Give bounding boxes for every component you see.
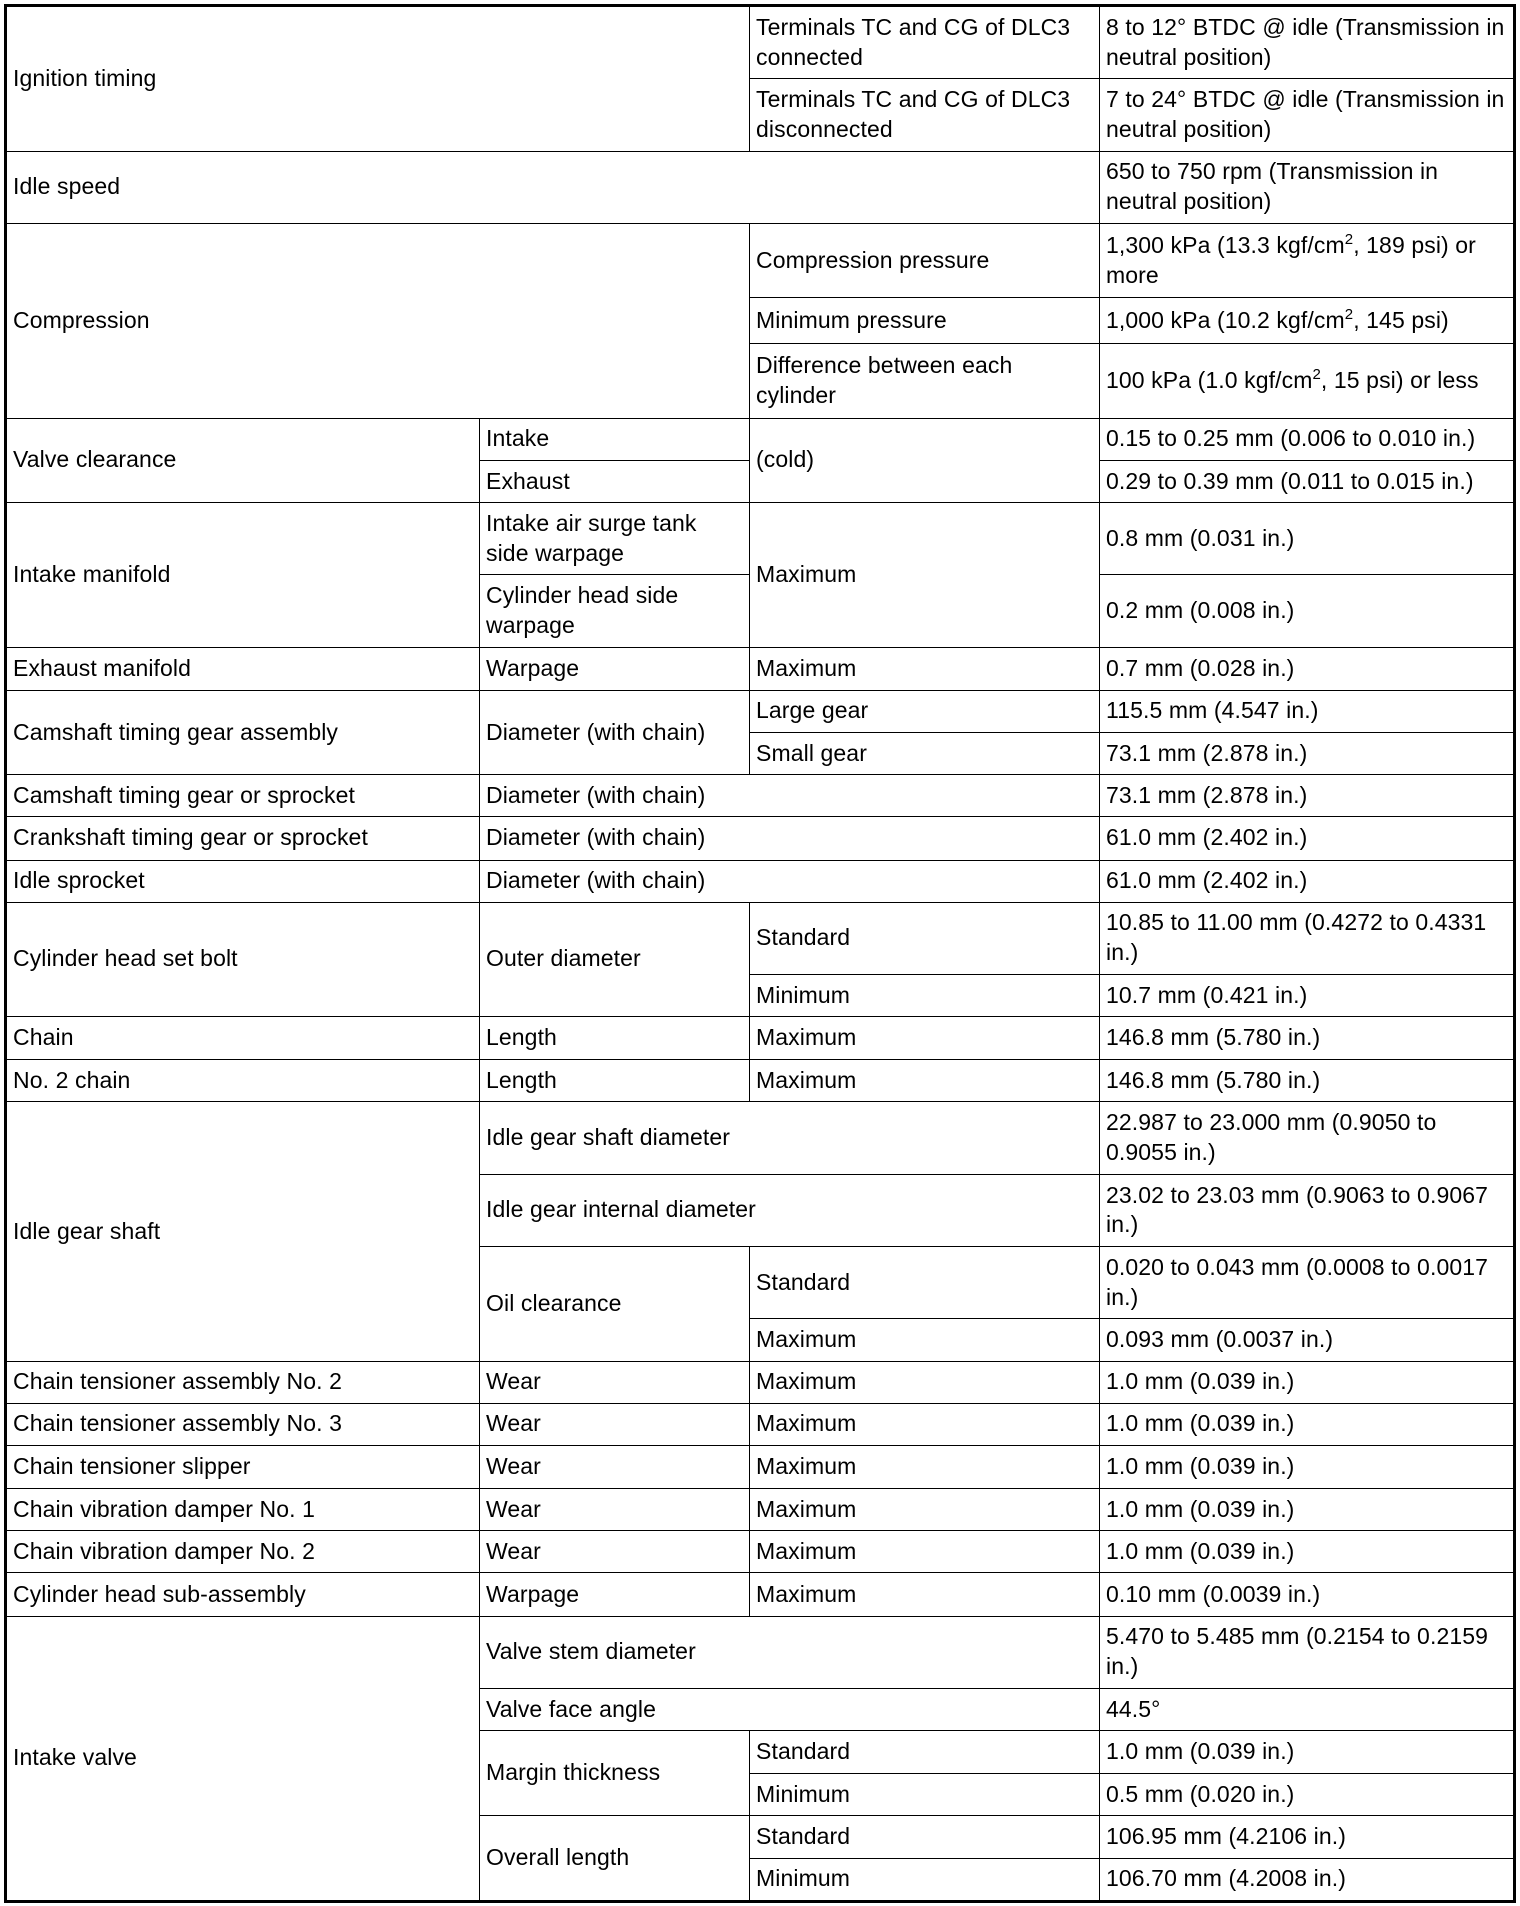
table-row — [7, 1017, 1514, 1060]
idle-gear-oil-maximum-label: Maximum — [750, 1319, 1100, 1361]
compression-difference-label: Difference between each cylinder — [750, 344, 1100, 418]
table-row — [7, 503, 1514, 575]
camshaft-sprocket-label: Camshaft timing gear or sprocket — [7, 775, 480, 817]
chain-no2-condition: Maximum — [750, 1060, 1100, 1102]
wear-row-item: Wear — [480, 1489, 750, 1531]
wear-row-condition: Maximum — [750, 1403, 1100, 1445]
wear-row-item: Warpage — [480, 1573, 750, 1616]
wear-row-value: 1.0 mm (0.039 in.) — [1100, 1489, 1514, 1531]
table-row — [7, 1060, 1514, 1102]
valve-clearance-exhaust-label: Exhaust — [480, 460, 750, 502]
crankshaft-sprocket-item: Diameter (with chain) — [480, 817, 1100, 860]
valve-clearance-exhaust-value: 0.29 to 0.39 mm (0.011 to 0.015 in.) — [1100, 460, 1514, 502]
intake-valve-label: Intake valve — [7, 1616, 480, 1900]
wear-row-item: Wear — [480, 1361, 750, 1403]
intake-manifold-surge-value: 0.8 mm (0.031 in.) — [1100, 503, 1514, 575]
idle-gear-oil-maximum-value: 0.093 mm (0.0037 in.) — [1100, 1319, 1514, 1361]
table-row — [7, 7, 1514, 79]
compression-pressure-label: Compression pressure — [750, 223, 1100, 297]
wear-row-value: 1.0 mm (0.039 in.) — [1100, 1445, 1514, 1488]
specification-table — [6, 6, 1514, 1901]
camshaft-large-gear-value: 115.5 mm (4.547 in.) — [1100, 690, 1514, 732]
chain-no2-value: 146.8 mm (5.780 in.) — [1100, 1060, 1514, 1102]
intake-manifold-condition: Maximum — [750, 503, 1100, 648]
chain-condition: Maximum — [750, 1017, 1100, 1060]
compression-pressure-value: 1,300 kPa (13.3 kgf/$cm^2$, 189 psi) or more — [1100, 223, 1514, 297]
table-row — [7, 775, 1514, 817]
idle-sprocket-item: Diameter (with chain) — [480, 860, 1100, 902]
wear-row-label: Cylinder head sub-assembly — [7, 1573, 480, 1616]
table-row — [7, 1361, 1514, 1403]
wear-row-label: Chain tensioner assembly No. 3 — [7, 1403, 480, 1445]
wear-row-label: Chain tensioner slipper — [7, 1445, 480, 1488]
intake-valve-stem-label: Valve stem diameter — [480, 1616, 1100, 1688]
intake-manifold-head-value: 0.2 mm (0.008 in.) — [1100, 575, 1514, 647]
idle-gear-oil-standard-value: 0.020 to 0.043 mm (0.0008 to 0.0017 in.) — [1100, 1247, 1514, 1319]
wear-row-value: 1.0 mm (0.039 in.) — [1100, 1531, 1514, 1573]
camshaft-sprocket-item: Diameter (with chain) — [480, 775, 1100, 817]
idle-gear-shaft-label: Idle gear shaft — [7, 1102, 480, 1361]
intake-valve-margin-label: Margin thickness — [480, 1731, 750, 1816]
chain-value: 146.8 mm (5.780 in.) — [1100, 1017, 1514, 1060]
compression-minimum-label: Minimum pressure — [750, 298, 1100, 344]
head-set-bolt-label: Cylinder head set bolt — [7, 902, 480, 1016]
wear-row-value: 1.0 mm (0.039 in.) — [1100, 1361, 1514, 1403]
chain-no2-label: No. 2 chain — [7, 1060, 480, 1102]
idle-gear-oil-clearance-label: Oil clearance — [480, 1247, 750, 1361]
intake-valve-length-standard-label: Standard — [750, 1816, 1100, 1858]
exhaust-manifold-condition: Maximum — [750, 647, 1100, 690]
idle-speed-label: Idle speed — [7, 151, 1100, 223]
idle-speed-value: 650 to 750 rpm (Transmission in neutral position) — [1100, 151, 1514, 223]
wear-row-condition: Maximum — [750, 1489, 1100, 1531]
intake-valve-length-standard-value: 106.95 mm (4.2106 in.) — [1100, 1816, 1514, 1858]
table-row — [7, 1531, 1514, 1573]
intake-valve-stem-value: 5.470 to 5.485 mm (0.2154 to 0.2159 in.) — [1100, 1616, 1514, 1688]
table-row — [7, 902, 1514, 974]
intake-valve-length-label: Overall length — [480, 1816, 750, 1901]
idle-sprocket-value: 61.0 mm (2.402 in.) — [1100, 860, 1514, 902]
ignition-disconnected-condition: Terminals TC and CG of DLC3 disconnected — [750, 79, 1100, 151]
head-set-bolt-standard-value: 10.85 to 11.00 mm (0.4272 to 0.4331 in.) — [1100, 902, 1514, 974]
exhaust-manifold-label: Exhaust manifold — [7, 647, 480, 690]
compression-label: Compression — [7, 223, 750, 418]
head-set-bolt-minimum-label: Minimum — [750, 974, 1100, 1016]
exhaust-manifold-value: 0.7 mm (0.028 in.) — [1100, 647, 1514, 690]
wear-row-label: Chain tensioner assembly No. 2 — [7, 1361, 480, 1403]
table-row — [7, 860, 1514, 902]
intake-manifold-surge-label: Intake air surge tank side warpage — [480, 503, 750, 575]
valve-clearance-intake-label: Intake — [480, 418, 750, 460]
wear-row-value: 0.10 mm (0.0039 in.) — [1100, 1573, 1514, 1616]
intake-valve-margin-minimum-label: Minimum — [750, 1774, 1100, 1816]
wear-row-condition: Maximum — [750, 1361, 1100, 1403]
intake-valve-length-minimum-value: 106.70 mm (4.2008 in.) — [1100, 1858, 1514, 1900]
camshaft-sprocket-value: 73.1 mm (2.878 in.) — [1100, 775, 1514, 817]
table-row — [7, 1102, 1514, 1174]
idle-sprocket-label: Idle sprocket — [7, 860, 480, 902]
intake-valve-margin-minimum-value: 0.5 mm (0.020 in.) — [1100, 1774, 1514, 1816]
table-row — [7, 1445, 1514, 1488]
idle-gear-shaft-diameter-label: Idle gear shaft diameter — [480, 1102, 1100, 1174]
wear-row-label: Chain vibration damper No. 2 — [7, 1531, 480, 1573]
table-row — [7, 151, 1514, 223]
chain-item: Length — [480, 1017, 750, 1060]
crankshaft-sprocket-value: 61.0 mm (2.402 in.) — [1100, 817, 1514, 860]
wear-row-item: Wear — [480, 1531, 750, 1573]
wear-row-condition: Maximum — [750, 1573, 1100, 1616]
ignition-timing-label: Ignition timing — [7, 7, 750, 152]
idle-gear-oil-standard-label: Standard — [750, 1247, 1100, 1319]
wear-row-value: 1.0 mm (0.039 in.) — [1100, 1403, 1514, 1445]
intake-valve-margin-standard-value: 1.0 mm (0.039 in.) — [1100, 1731, 1514, 1774]
ignition-connected-condition: Terminals TC and CG of DLC3 connected — [750, 7, 1100, 79]
idle-gear-internal-diameter-value: 23.02 to 23.03 mm (0.9063 to 0.9067 in.) — [1100, 1174, 1514, 1246]
intake-manifold-head-label: Cylinder head side warpage — [480, 575, 750, 647]
chain-no2-item: Length — [480, 1060, 750, 1102]
compression-difference-value: 100 kPa (1.0 kgf/$cm^2$, 15 psi) or less — [1100, 344, 1514, 418]
compression-minimum-value: 1,000 kPa (10.2 kgf/$cm^2$, 145 psi) — [1100, 298, 1514, 344]
intake-valve-length-minimum-label: Minimum — [750, 1858, 1100, 1900]
table-row — [7, 690, 1514, 732]
valve-clearance-label: Valve clearance — [7, 418, 480, 502]
ignition-disconnected-value: 7 to 24° BTDC @ idle (Transmission in neutral position) — [1100, 79, 1514, 151]
wear-row-condition: Maximum — [750, 1445, 1100, 1488]
wear-row-item: Wear — [480, 1445, 750, 1488]
head-set-bolt-item: Outer diameter — [480, 902, 750, 1016]
valve-clearance-intake-value: 0.15 to 0.25 mm (0.006 to 0.010 in.) — [1100, 418, 1514, 460]
camshaft-gear-assembly-label: Camshaft timing gear assembly — [7, 690, 480, 774]
head-set-bolt-standard-label: Standard — [750, 902, 1100, 974]
table-row — [7, 1489, 1514, 1531]
intake-valve-margin-standard-label: Standard — [750, 1731, 1100, 1774]
camshaft-gear-assembly-item: Diameter (with chain) — [480, 690, 750, 774]
wear-row-condition: Maximum — [750, 1531, 1100, 1573]
table-row — [7, 647, 1514, 690]
wear-row-label: Chain vibration damper No. 1 — [7, 1489, 480, 1531]
crankshaft-sprocket-label: Crankshaft timing gear or sprocket — [7, 817, 480, 860]
head-set-bolt-minimum-value: 10.7 mm (0.421 in.) — [1100, 974, 1514, 1016]
intake-valve-face-value: 44.5° — [1100, 1688, 1514, 1730]
table-row — [7, 418, 1514, 460]
intake-valve-face-label: Valve face angle — [480, 1688, 1100, 1730]
valve-clearance-condition: (cold) — [750, 418, 1100, 502]
wear-row-item: Wear — [480, 1403, 750, 1445]
table-row — [7, 1616, 1514, 1688]
ignition-connected-value: 8 to 12° BTDC @ idle (Transmission in neutral position) — [1100, 7, 1514, 79]
camshaft-small-gear-value: 73.1 mm (2.878 in.) — [1100, 732, 1514, 774]
idle-gear-shaft-diameter-value: 22.987 to 23.000 mm (0.9050 to 0.9055 in.) — [1100, 1102, 1514, 1174]
camshaft-small-gear-label: Small gear — [750, 732, 1100, 774]
table-row — [7, 1573, 1514, 1616]
idle-gear-internal-diameter-label: Idle gear internal diameter — [480, 1174, 1100, 1246]
chain-label: Chain — [7, 1017, 480, 1060]
exhaust-manifold-item: Warpage — [480, 647, 750, 690]
intake-manifold-label: Intake manifold — [7, 503, 480, 648]
table-row — [7, 223, 1514, 297]
table-row — [7, 817, 1514, 860]
table-row — [7, 1403, 1514, 1445]
camshaft-large-gear-label: Large gear — [750, 690, 1100, 732]
